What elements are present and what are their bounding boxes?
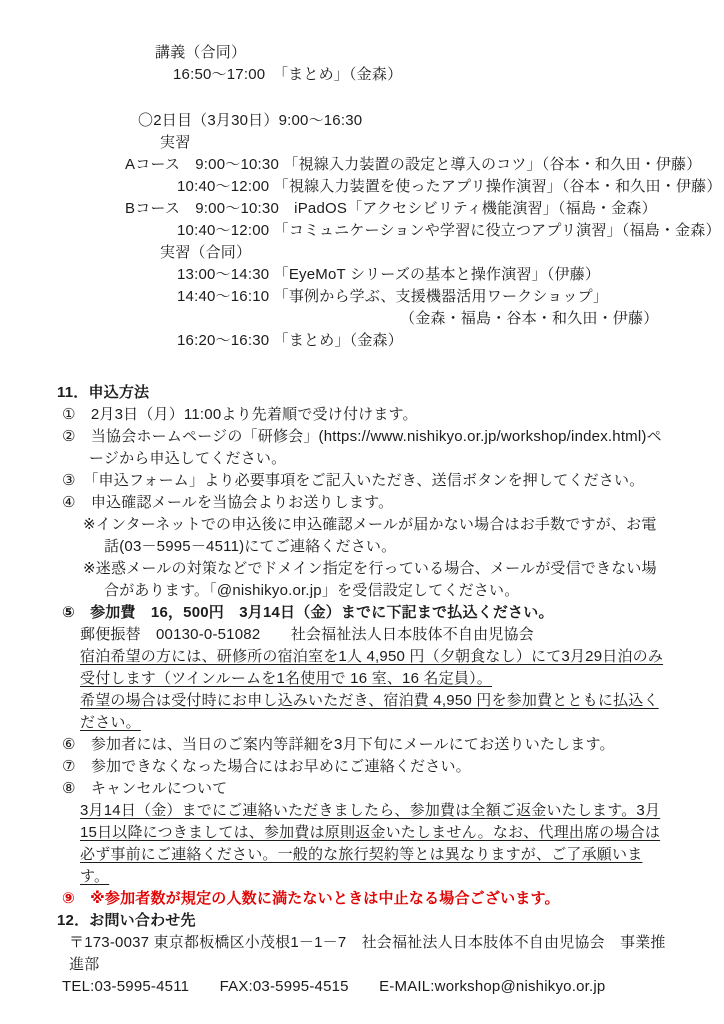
cancel-policy-paragraph: 3月14日（金）までにご連絡いただきましたら、参加費は全額ご返金いたします。3月15日以降につきましては、参加費は原則返金いたしません。なお、代理出席の場合は必ず事前にご連絡ください。一般的な旅行契約等とは異なりますが、ご了承願います。: [80, 802, 661, 885]
application-item-7: ⑦ 参加できなくなった場合にはお早めにご連絡ください。: [62, 758, 471, 775]
lecture-summary-line: 16:50～17:00 「まとめ」（金森）: [173, 66, 403, 83]
joint-session-line-3: 16:20～16:30 「まとめ」（金森）: [177, 332, 403, 349]
application-item-4-note-2: ※迷惑メールの対策などでドメイン指定を行っている場合、メールが受信できない場合があります。「@nishikyo.or.jp」を受信設定してください。: [83, 560, 657, 599]
application-item-6: ⑥ 参加者には、当日のご案内等詳細を3月下旬にメールにてお送りいたします。: [62, 736, 615, 753]
lodging-info-line-1: 宿泊希望の方には、研修所の宿泊室を1人 4,950 円（夕朝食なし）にて3月29日泊のみ受付します（ツインルームを1名使用で 16 室、16 名定員）。: [80, 648, 664, 687]
application-heading: 11．申込方法: [57, 384, 150, 401]
application-item-3: ③ 「申込フォーム」より必要事項をご記入いただき、送信ボタンを押してください。: [62, 472, 645, 489]
course-b-line-2: 10:40～12:00 「コミュニケーションや学習に役立つアプリ演習」（福島・金森）: [177, 222, 721, 239]
practice-joint-label: 実習（合同）: [160, 244, 252, 261]
application-item-4-note-1: ※インターネットでの申込後に申込確認メールが届かない場合はお手数ですが、お電話(03－5995－4511)にてご連絡ください。: [83, 516, 657, 555]
day2-header: 〇2日目（3月30日）9:00～16:30: [138, 112, 363, 129]
contact-address: 〒173-0037 東京都板橋区小茂根1－1－7 社会福祉法人日本肢体不自由児協会 事業推進部: [69, 934, 666, 973]
application-section: [57, 382, 669, 910]
application-item-9-warning: ⑨ ※参加者数が規定の人数に満たないときは中止なる場合ございます。: [62, 890, 560, 907]
schedule-block: [0, 42, 724, 352]
lecture-joint-label: 講義（合同）: [155, 44, 247, 61]
contact-tel-fax-email: TEL:03-5995-4511 FAX:03-5995-4515 E-MAIL:workshop@nishikyo.or.jp: [62, 978, 606, 995]
application-item-5-fee: ⑤ 参加費 16，500円 3月14日（金）までに下記まで払込ください。: [62, 604, 554, 621]
application-item-1: ① 2月3日（月）11:00より先着順で受け付けます。: [62, 406, 418, 423]
course-a-line-2: 10:40～12:00 「視線入力装置を使ったアプリ操作演習」（谷本・和久田・伊藤）: [177, 178, 722, 195]
lodging-info-line-2: 希望の場合は受付時にお申し込みいただき、宿泊費 4,950 円を参加費とともに払込ください。: [80, 692, 659, 731]
application-item-8: ⑧ キャンセルについて: [62, 780, 228, 797]
postal-transfer-line: 郵便振替 00130-0-51082 社会福祉法人日本肢体不自由児協会: [80, 626, 534, 643]
course-a-line-1: Aコース 9:00～10:30 「視線入力装置の設定と導入のコツ」（谷本・和久田・伊藤）: [125, 156, 702, 173]
joint-session-line-1: 13:00～14:30 「EyeMoT シリーズの基本と操作演習」（伊藤）: [177, 266, 601, 283]
joint-session-line-2: 14:40～16:10 「事例から学ぶ、支援機器活用ワークショップ」: [177, 288, 609, 305]
course-b-line-1: Bコース 9:00～10:30 iPadOS「アクセシビリティ機能演習」（福島・金森）: [125, 200, 657, 217]
practice-label: 実習: [160, 134, 191, 151]
application-item-2: ② 当協会ホームページの「研修会」(https://www.nishikyo.or.jp/workshop/index.html)ページから申込してください。: [62, 428, 662, 467]
contact-section: [57, 910, 669, 998]
contact-heading: 12．お問い合わせ先: [57, 912, 196, 929]
joint-session-presenters: （金森・福島・谷本・和久田・伊藤）: [400, 310, 659, 327]
application-item-4: ④ 申込確認メールを当協会よりお送りします。: [62, 494, 394, 511]
